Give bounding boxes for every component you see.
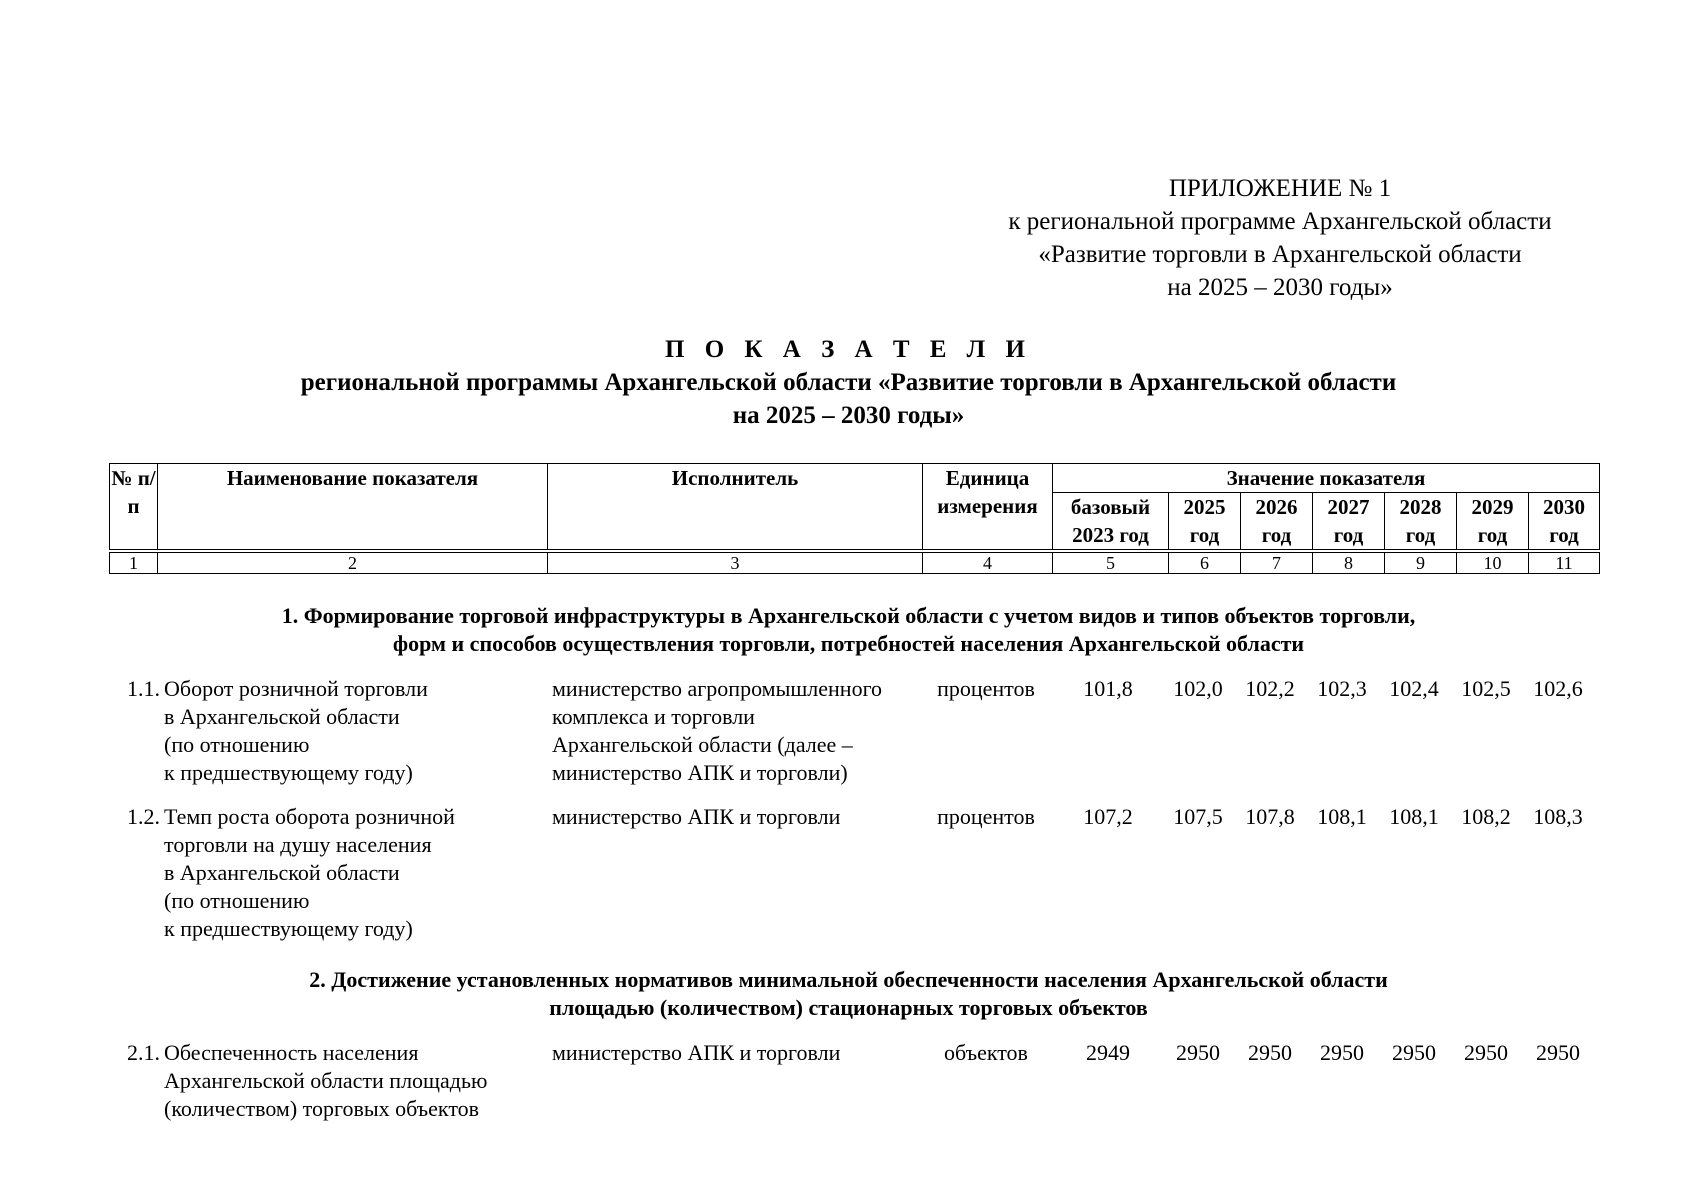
section-title-line: 1. Формирование торговой инфраструктуры в Архангельской области с учетом видов и типов объектов торговли, xyxy=(281,603,1416,628)
indicator-name: Темп роста оборота розничной торговли на душу населения в Архангельской области (по отношению к предшествующему году) xyxy=(164,804,455,941)
column-number: 5 xyxy=(1053,551,1169,574)
value-cell: 2950 xyxy=(1392,1040,1436,1065)
section-title-line: 2. Достижение установленных нормативов минимальной обеспеченности населения Архангельской области xyxy=(309,967,1388,992)
header-value-group: Значение показателя xyxy=(1053,464,1600,493)
annex-title: ПРИЛОЖЕНИЕ № 1 xyxy=(1168,175,1392,202)
value-cell: 2950 xyxy=(1176,1040,1220,1065)
column-number: 6 xyxy=(1169,551,1241,574)
unit: процентов xyxy=(937,676,1035,701)
value-cell: 102,5 xyxy=(1461,676,1511,701)
header-executor: Исполнитель xyxy=(548,464,923,552)
column-number: 9 xyxy=(1385,551,1457,574)
value-cell: 2950 xyxy=(1248,1040,1292,1065)
header-year: 2027 год xyxy=(1313,493,1385,552)
column-number: 11 xyxy=(1529,551,1600,574)
unit: объектов xyxy=(944,1040,1028,1065)
value-cell: 107,2 xyxy=(1083,804,1133,829)
document-heading xyxy=(0,333,1697,432)
annex-line: к региональной программе Архангельской области xyxy=(1008,208,1552,235)
executor: министерство АПК и торговли xyxy=(552,1040,841,1065)
executor: министерство АПК и торговли xyxy=(552,804,841,829)
header-year: 2030 год xyxy=(1529,493,1600,552)
column-number: 4 xyxy=(923,551,1053,574)
document-title: П О К А З А Т Е Л И xyxy=(665,336,1032,363)
section-title xyxy=(0,602,1697,658)
indicator-name: Обеспеченность населения Архангельской области площадью (количеством) торговых объектов xyxy=(164,1040,488,1121)
value-cell: 107,8 xyxy=(1245,804,1295,829)
unit: процентов xyxy=(937,804,1035,829)
indicator-name: Оборот розничной торговли в Архангельской области (по отношению к предшествующему году) xyxy=(164,676,428,785)
value-cell: 102,2 xyxy=(1245,676,1295,701)
row-number: 1.1. xyxy=(127,676,160,701)
row-number: 1.2. xyxy=(127,804,160,829)
value-cell: 101,8 xyxy=(1083,676,1133,701)
column-numbers-row xyxy=(110,551,1600,574)
value-cell: 2950 xyxy=(1464,1040,1508,1065)
header-unit: Единица измерения xyxy=(923,464,1053,552)
row-number: 2.1. xyxy=(127,1040,160,1065)
header-year: 2025 год xyxy=(1169,493,1241,552)
header-year: базовый 2023 год xyxy=(1053,493,1169,552)
column-number: 8 xyxy=(1313,551,1385,574)
value-cell: 102,4 xyxy=(1389,676,1439,701)
header-year: 2029 год xyxy=(1457,493,1529,552)
indicators-table-header xyxy=(109,463,1600,574)
value-cell: 108,2 xyxy=(1461,804,1511,829)
annex-line: на 2025 – 2030 годы» xyxy=(1167,274,1393,301)
value-cell: 108,1 xyxy=(1389,804,1439,829)
column-number: 3 xyxy=(548,551,923,574)
value-cell: 108,1 xyxy=(1317,804,1367,829)
value-cell: 102,0 xyxy=(1173,676,1223,701)
value-cell: 2950 xyxy=(1320,1040,1364,1065)
header-year: 2026 год xyxy=(1241,493,1313,552)
value-cell: 102,6 xyxy=(1533,676,1583,701)
section-title-line: площадью (количеством) стационарных торговых объектов xyxy=(549,995,1148,1020)
annex-line: «Развитие торговли в Архангельской области xyxy=(1038,241,1522,268)
header-name: Наименование показателя xyxy=(158,464,548,552)
value-cell: 102,3 xyxy=(1317,676,1367,701)
column-number: 7 xyxy=(1241,551,1313,574)
section-title-line: форм и способов осуществления торговли, потребностей населения Архангельской области xyxy=(392,631,1305,656)
executor: министерство агропромышленного комплекса и торговли Архангельской области (далее – министерство АПК и торговли) xyxy=(552,676,883,785)
section-title xyxy=(0,966,1697,1022)
annex-header xyxy=(940,172,1620,304)
value-cell: 2949 xyxy=(1086,1040,1130,1065)
column-number: 1 xyxy=(110,551,158,574)
document-subtitle: региональной программы Архангельской области «Развитие торговли в Архангельской области xyxy=(300,369,1397,396)
value-cell: 107,5 xyxy=(1173,804,1223,829)
header-no: № п/п xyxy=(110,464,158,552)
document-subtitle: на 2025 – 2030 годы» xyxy=(732,402,965,429)
value-cell: 2950 xyxy=(1536,1040,1580,1065)
column-number: 10 xyxy=(1457,551,1529,574)
header-year: 2028 год xyxy=(1385,493,1457,552)
value-cell: 108,3 xyxy=(1533,804,1583,829)
column-number: 2 xyxy=(158,551,548,574)
